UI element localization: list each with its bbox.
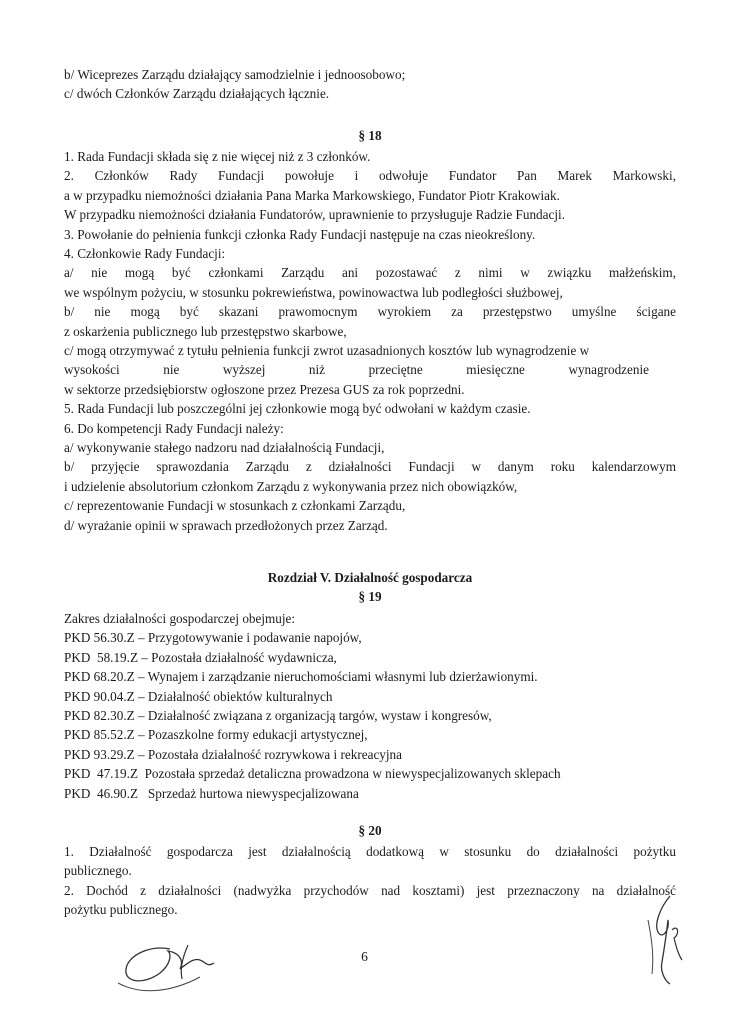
pkd-line: PKD 56.30.Z – Przygotowywanie i podawanie napojów,	[64, 630, 362, 646]
text-line: w sektorze przedsiębiorstw ogłoszone przez Prezesa GUS za rok poprzedni.	[64, 381, 465, 397]
text-line: c/ dwóch Członków Zarządu działających łącznie.	[64, 86, 330, 102]
text-line: b/ Wiceprezes Zarządu działający samodzielnie i jednoosobowo;	[64, 67, 406, 82]
section-heading: § 18	[358, 128, 382, 143]
text-line: Zakres działalności gospodarczej obejmuje:	[64, 611, 296, 626]
text-line: a w przypadku niemożności działania Pana Marka Markowskiego, Fundator Piotr Krakowiak.	[64, 187, 560, 203]
text-line: 4. Członkowie Rady Fundacji:	[64, 246, 226, 262]
text-line: i udzielenie absolutorium członkom Zarządu z wykonywania przez nich obowiązków,	[64, 478, 518, 494]
text-line: wysokości nie wyższej niż przeciętne miesięczne wynagrodzenie	[64, 362, 649, 378]
pkd-line: PKD 85.52.Z – Pozaszkolne formy edukacji artystycznej,	[64, 727, 368, 743]
section-19-body	[64, 609, 676, 803]
text-line: 5. Rada Fundacji lub poszczególni jej członkowie mogą być odwołani w każdym czasie.	[64, 401, 531, 417]
pkd-line: PKD 47.19.Z Pozostała sprzedaż detaliczna prowadzona w niewyspecjalizowanych sklepach	[64, 766, 561, 782]
text-line: W przypadku niemożności działania Fundatorów, uprawnienie to przysługuje Radzie Fundacji.	[64, 207, 565, 223]
pkd-line: PKD 46.90.Z Sprzedaż hurtowa niewyspecjalizowana	[64, 785, 359, 801]
intro-block	[64, 65, 676, 104]
text-line: pożytku publicznego.	[64, 902, 178, 918]
text-line: b/ nie mogą być skazani prawomocnym wyrokiem za przestępstwo umyślne ścigane	[64, 304, 676, 320]
pkd-line: PKD 93.29.Z – Pozostała działalność rozrywkowa i rekreacyjna	[64, 746, 403, 762]
text-line: c/ mogą otrzymywać z tytułu pełnienia funkcji zwrot uzasadnionych kosztów lub wynagrodzenie w	[64, 343, 590, 359]
section-20-body	[64, 842, 676, 920]
signature-right	[640, 890, 690, 990]
text-line: z oskarżenia publicznego lub przestępstwo skarbowe,	[64, 323, 347, 339]
text-line: 2. Dochód z działalności (nadwyżka przychodów nad kosztami) jest przeznaczony na działalność	[64, 882, 676, 898]
text-line: 2. Członków Rady Fundacji powołuje i odwołuje Fundator Pan Marek Markowski,	[64, 168, 676, 184]
text-line: 1. Działalność gospodarcza jest działalnością dodatkową w stosunku do działalności pożytku	[64, 844, 676, 859]
pkd-line: PKD 68.20.Z – Wynajem i zarządzanie nieruchomościami własnymi lub dzierżawionymi.	[64, 669, 538, 685]
pkd-line: PKD 58.19.Z – Pozostała działalność wydawnicza,	[64, 649, 337, 665]
text-line: a/ wykonywanie stałego nadzoru nad działalnością Fundacji,	[64, 440, 385, 456]
text-line: b/ przyjęcie sprawozdania Zarządu z działalności Fundacji w danym roku kalendarzowym	[64, 459, 676, 475]
section-18-body	[64, 147, 676, 535]
section-heading: § 19	[358, 589, 382, 604]
text-line: 6. Do kompetencji Rady Fundacji należy:	[64, 420, 284, 436]
chapter-title: Rozdział V. Działalność gospodarcza	[267, 570, 473, 585]
page-number: 6	[361, 949, 368, 964]
section-heading: § 20	[358, 823, 382, 838]
text-line: c/ reprezentowanie Fundacji w stosunkach z członkami Zarządu,	[64, 498, 406, 514]
text-line: 3. Powołanie do pełnienia funkcji członka Rady Fundacji następuje na czas nieokreślony.	[64, 226, 536, 242]
text-line: a/ nie mogą być członkami Zarządu ani pozostawać z nimi w związku małżeńskim,	[64, 265, 676, 281]
pkd-line: PKD 90.04.Z – Działalność obiektów kulturalnych	[64, 688, 333, 704]
text-line: publicznego.	[64, 863, 132, 879]
text-line: we wspólnym pożyciu, w stosunku pokrewieństwa, powinowactwa lub podległości służbowej,	[64, 284, 563, 300]
text-line: 1. Rada Fundacji składa się z nie więcej niż z 3 członków.	[64, 149, 371, 164]
pkd-line: PKD 82.30.Z – Działalność związana z organizacją targów, wystaw i kongresów,	[64, 708, 492, 724]
text-line: d/ wyrażanie opinii w sprawach przedłożonych przez Zarząd.	[64, 517, 388, 533]
